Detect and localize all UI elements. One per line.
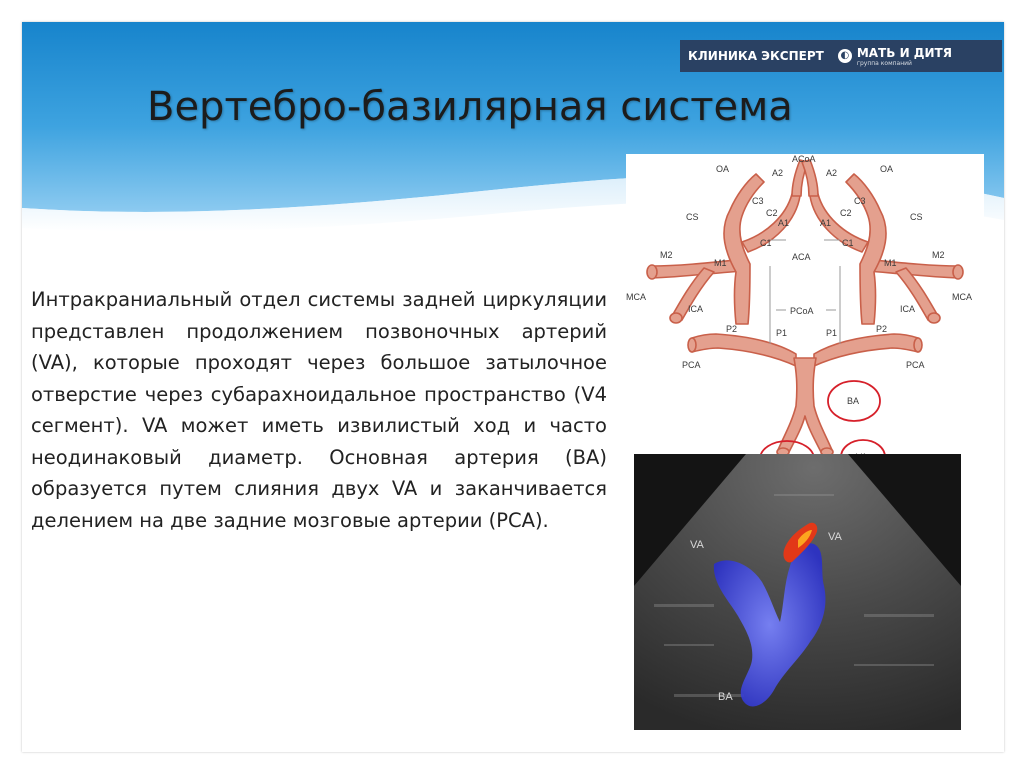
speckle-2 — [664, 644, 714, 646]
mother-child-logo-text: МАТЬ И ДИТЯ — [856, 45, 952, 60]
label-a1-left: A1 — [778, 218, 790, 228]
label-c3-left: C3 — [752, 196, 764, 206]
label-a1-right: A1 — [820, 218, 832, 228]
label-p1-left: P1 — [776, 328, 788, 338]
label-ba: BA — [847, 396, 860, 406]
ica-right-vessel — [846, 174, 886, 324]
label-aca: ACA — [792, 252, 811, 262]
mca-left-lower-end — [670, 313, 682, 323]
ultrasound-label-va-right: VA — [828, 531, 842, 543]
label-mca-right: MCA — [952, 292, 972, 302]
label-cs-right: CS — [910, 212, 923, 222]
pca-left-end — [688, 338, 696, 352]
label-m2-left: M2 — [660, 250, 673, 260]
circle-of-willis-diagram — [626, 154, 984, 462]
speckle-1 — [654, 604, 714, 607]
label-cs-left: CS — [686, 212, 699, 222]
label-m2-right: M2 — [932, 250, 945, 260]
label-m1-left: M1 — [714, 258, 727, 268]
label-p2-right: P2 — [876, 324, 888, 334]
speckle-4 — [854, 664, 934, 666]
mca-right-end — [953, 265, 963, 279]
clinic-expert-logo-text: КЛИНИКА ЭКСПЕРТ — [688, 49, 824, 63]
p-right-vessel — [814, 334, 918, 366]
label-oa-right: OA — [880, 164, 894, 174]
label-c3-right: C3 — [854, 196, 866, 206]
ba-vessel — [778, 358, 832, 454]
mother-child-logo-subtext: группа компаний — [856, 59, 912, 67]
label-pca-left: PCA — [682, 360, 701, 370]
mca-left-end — [647, 265, 657, 279]
speckle-5 — [774, 494, 834, 496]
label-c1-right: C1 — [842, 238, 854, 248]
clinic-expert-logo — [688, 49, 824, 63]
mother-child-mark-icon: ◐ — [838, 49, 852, 63]
speckle-6 — [674, 694, 744, 697]
ultrasound-label-ba: BA — [718, 691, 733, 703]
label-c2-left: C2 — [766, 208, 778, 218]
ultrasound-label-va-left: VA — [690, 539, 704, 551]
body-paragraph: Интракраниальный отдел системы задней циркуляции представлен продолжением позвоночных артерий (VA), которые проходят через большое затылочное отверстие через субарахноидальное пространство (V4 сегмент). VA может иметь извилистый ход и часто неодинаковый диаметр. Основная артерия (BA) образуется путем слияния двух VA и заканчивается делением на две задние мозговые артерии (PCA). — [31, 288, 607, 532]
label-p1-right: P1 — [826, 328, 838, 338]
slide — [22, 22, 1004, 752]
label-oa-left: OA — [716, 164, 730, 174]
label-pcoa: PCoA — [790, 306, 814, 316]
label-pca-right: PCA — [906, 360, 925, 370]
label-a2-left: A2 — [772, 168, 784, 178]
doppler-ultrasound-image — [634, 454, 961, 730]
mother-child-logo-text-wrap — [857, 46, 952, 67]
label-c1-left: C1 — [760, 238, 772, 248]
label-acoa: ACoA — [792, 154, 816, 164]
mother-child-logo — [838, 46, 952, 67]
label-p2-left: P2 — [726, 324, 738, 334]
partner-logos — [680, 40, 1002, 72]
pca-right-end — [914, 338, 922, 352]
label-ica-right: ICA — [900, 304, 916, 314]
label-a2-right: A2 — [826, 168, 838, 178]
label-mca-left: MCA — [626, 292, 646, 302]
slide-title: Вертебро-базилярная система — [147, 84, 793, 130]
mca-right-lower-end — [928, 313, 940, 323]
label-ica-left: ICA — [688, 304, 704, 314]
label-m1-right: M1 — [884, 258, 897, 268]
p-left-vessel — [692, 334, 796, 366]
a2-right-vessel — [802, 160, 818, 196]
label-c2-right: C2 — [840, 208, 852, 218]
speckle-3 — [864, 614, 934, 617]
